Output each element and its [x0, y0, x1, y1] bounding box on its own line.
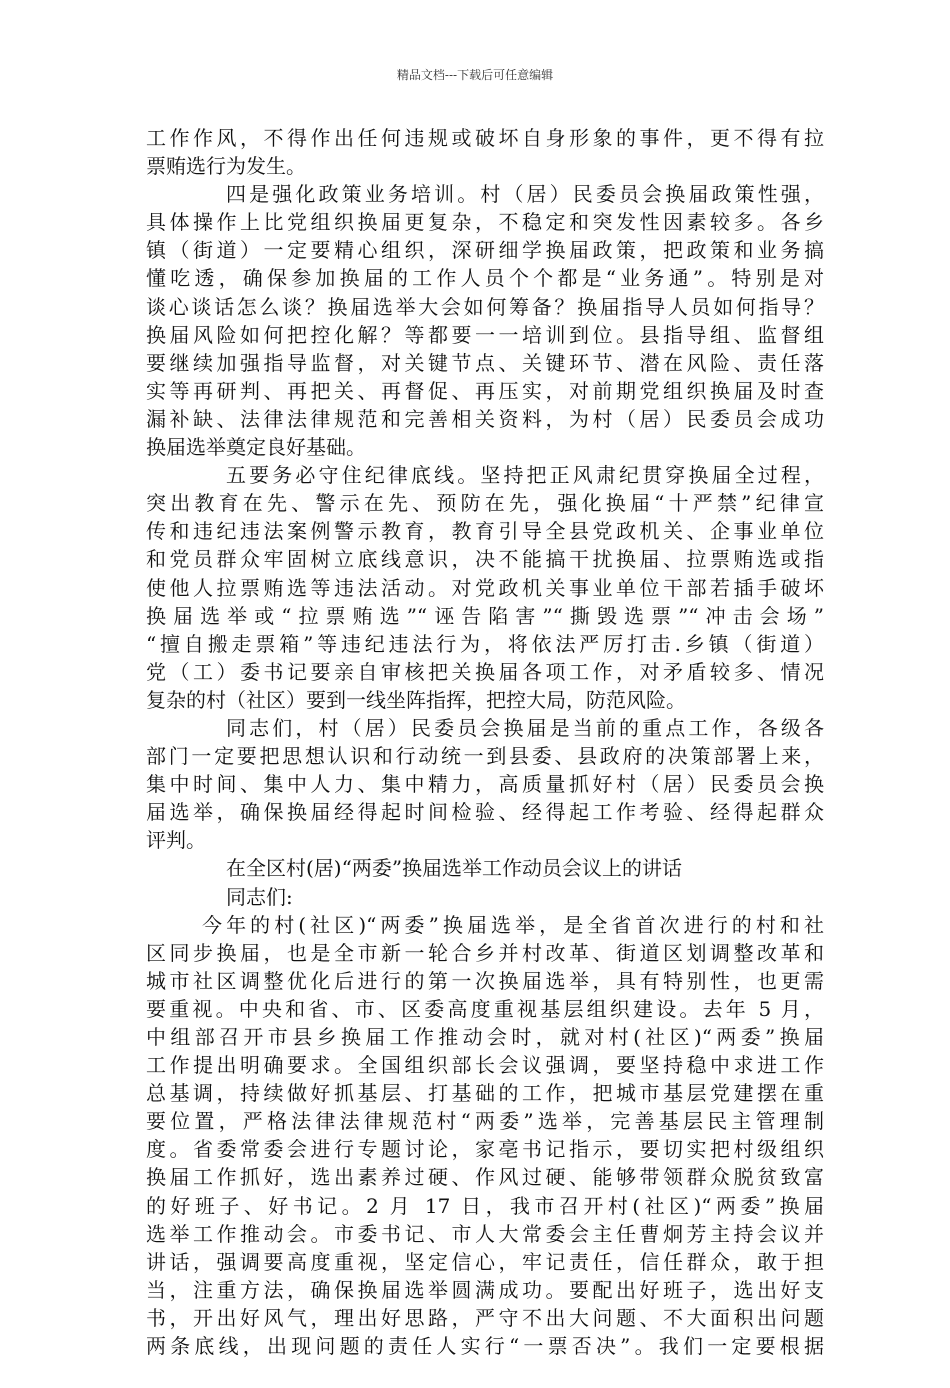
text-line: 具体操作上比党组织换届更复杂，不稳定和突发性因素较多。各乡	[146, 210, 824, 235]
text-line: 度。省委常委会进行专题讨论，家亳书记指示，要切实把村级组织	[146, 1137, 824, 1162]
text-line: 票贿选行为发生。	[146, 154, 306, 179]
text-line: 换届工作抓好，选出素养过硬、作风过硬、能够带领群众脱贫致富	[146, 1165, 824, 1190]
paragraph-first-line: 今年的村(社区)“两委”换届选举，是全省首次进行的村和社	[202, 912, 824, 937]
text-line: 要重视。中央和省、市、区委高度重视基层组织建设。去年 5 月，	[146, 996, 824, 1021]
text-line: 书，开出好风气，理出好思路，严守不出大问题、不大面积出问题	[146, 1305, 824, 1330]
text-line: 漏补缺、法律法律规范和完善相关资料，为村（居）民委员会成功	[146, 406, 824, 431]
text-line: 党（工）委书记要亲自审核把关换届各项工作，对矛盾较多、情况	[146, 659, 824, 684]
text-line: 复杂的村（社区）要到一线坐阵指挥，把控大局，防范风险。	[146, 687, 686, 712]
text-line	[146, 1360, 824, 1388]
paragraph-first-line: 五要务必守住纪律底线。坚持把正风肃纪贯穿换届全过程，	[226, 463, 824, 488]
text-line: 部门一定要把思想认识和行动统一到县委、县政府的决策部署上来，	[146, 744, 824, 769]
text-line: 集中时间、集中人力、集中精力，高质量抓好村（居）民委员会换	[146, 772, 824, 797]
text-line: 要位置，严格法律法律规范村“两委”选举，完善基层民主管理制	[146, 1109, 824, 1134]
text-line: 要继续加强指导监督，对关键节点、关键环节、潜在风险、责任落	[146, 350, 824, 375]
text-line: 讲话，强调要高度重视，坚定信心，牢记责任，信任群众，敢于担	[146, 1249, 824, 1274]
text-line: 当，注重方法，确保换届选举圆满成功。要配出好班子，选出好支	[146, 1277, 824, 1302]
text-line: 传和违纪违法案例警示教育，教育引导全县党政机关、企事业单位	[146, 519, 824, 544]
page-header: 精品文档---下载后可任意编辑	[396, 68, 554, 82]
text-line: 城市社区调整优化后进行的第一次换届选举，具有特别性，也更需	[146, 968, 824, 993]
text-line: 选举工作推动会。市委书记、市人大常委会主任曹炯芳主持会议并	[146, 1221, 824, 1246]
text-line: 和党员群众牢固树立底线意识，决不能搞干扰换届、拉票贿选或指	[146, 547, 824, 572]
text-line: 实等再研判、再把关、再督促、再压实，对前期党组织换届及时查	[146, 378, 824, 403]
text-line: 镇（街道）一定要精心组织，深研细学换届政策，把政策和业务搞	[146, 238, 824, 263]
text-line: 评判。	[146, 828, 206, 853]
text-line: 区同步换届，也是全市新一轮合乡并村改革、街道区划调整改革和	[146, 940, 824, 965]
text-line: 换届选举奠定良好基础。	[146, 435, 366, 460]
text-line: “擅自搬走票箱”等违纪违法行为，将依法严厉打击.乡镇（街道）	[146, 631, 824, 656]
paragraph-first-line: 四是强化政策业务培训。村（居）民委员会换届政策性强，	[226, 182, 824, 207]
document-body	[146, 124, 824, 1388]
text-line: 工作作风，不得作出任何违规或破坏自身形象的事件，更不得有拉	[146, 126, 824, 150]
text-line: 使他人拉票贿选等违法活动。对党政机关事业单位干部若插手破坏	[146, 575, 824, 600]
text-line: 突出教育在先、警示在先、预防在先，强化换届“十严禁”纪律宣	[146, 491, 824, 516]
text-line: 中组部召开市县乡换届工作推动会时，就对村(社区)“两委”换届	[146, 1025, 824, 1049]
text-line: 懂吃透，确保参加换届的工作人员个个都是“业务通”。特别是对	[146, 266, 824, 291]
text-line: 换届风险如何把控化解？等都要一一培训到位。县指导组、监督组	[146, 322, 824, 347]
salutation: 同志们:	[226, 884, 293, 909]
speech-title: 在全区村(居)“两委”换届选举工作动员会议上的讲话	[226, 856, 683, 881]
text-line: 工作提出明确要求。全国组织部长会议强调，要坚持稳中求进工作	[146, 1053, 824, 1078]
text-line: 届选举，确保换届经得起时间检验、经得起工作考验、经得起群众	[146, 800, 824, 825]
text-line: 换届选举或“拉票贿选”“诬告陷害”“撕毁选票”“冲击会场”	[146, 603, 824, 628]
paragraph-first-line: 同志们，村（居）民委员会换届是当前的重点工作，各级各	[226, 715, 824, 740]
text-line: 两条底线，出现问题的责任人实行“一票否决”。我们一定要根据	[146, 1334, 824, 1359]
text-line: 的好班子、好书记。2 月 17 日，我市召开村(社区)“两委”换届	[146, 1193, 824, 1218]
text-line: 总基调，持续做好抓基层、打基础的工作，把城市基层党建摆在重	[146, 1081, 824, 1106]
text-line: 谈心谈话怎么谈？换届选举大会如何筹备？换届指导人员如何指导？	[146, 294, 824, 319]
